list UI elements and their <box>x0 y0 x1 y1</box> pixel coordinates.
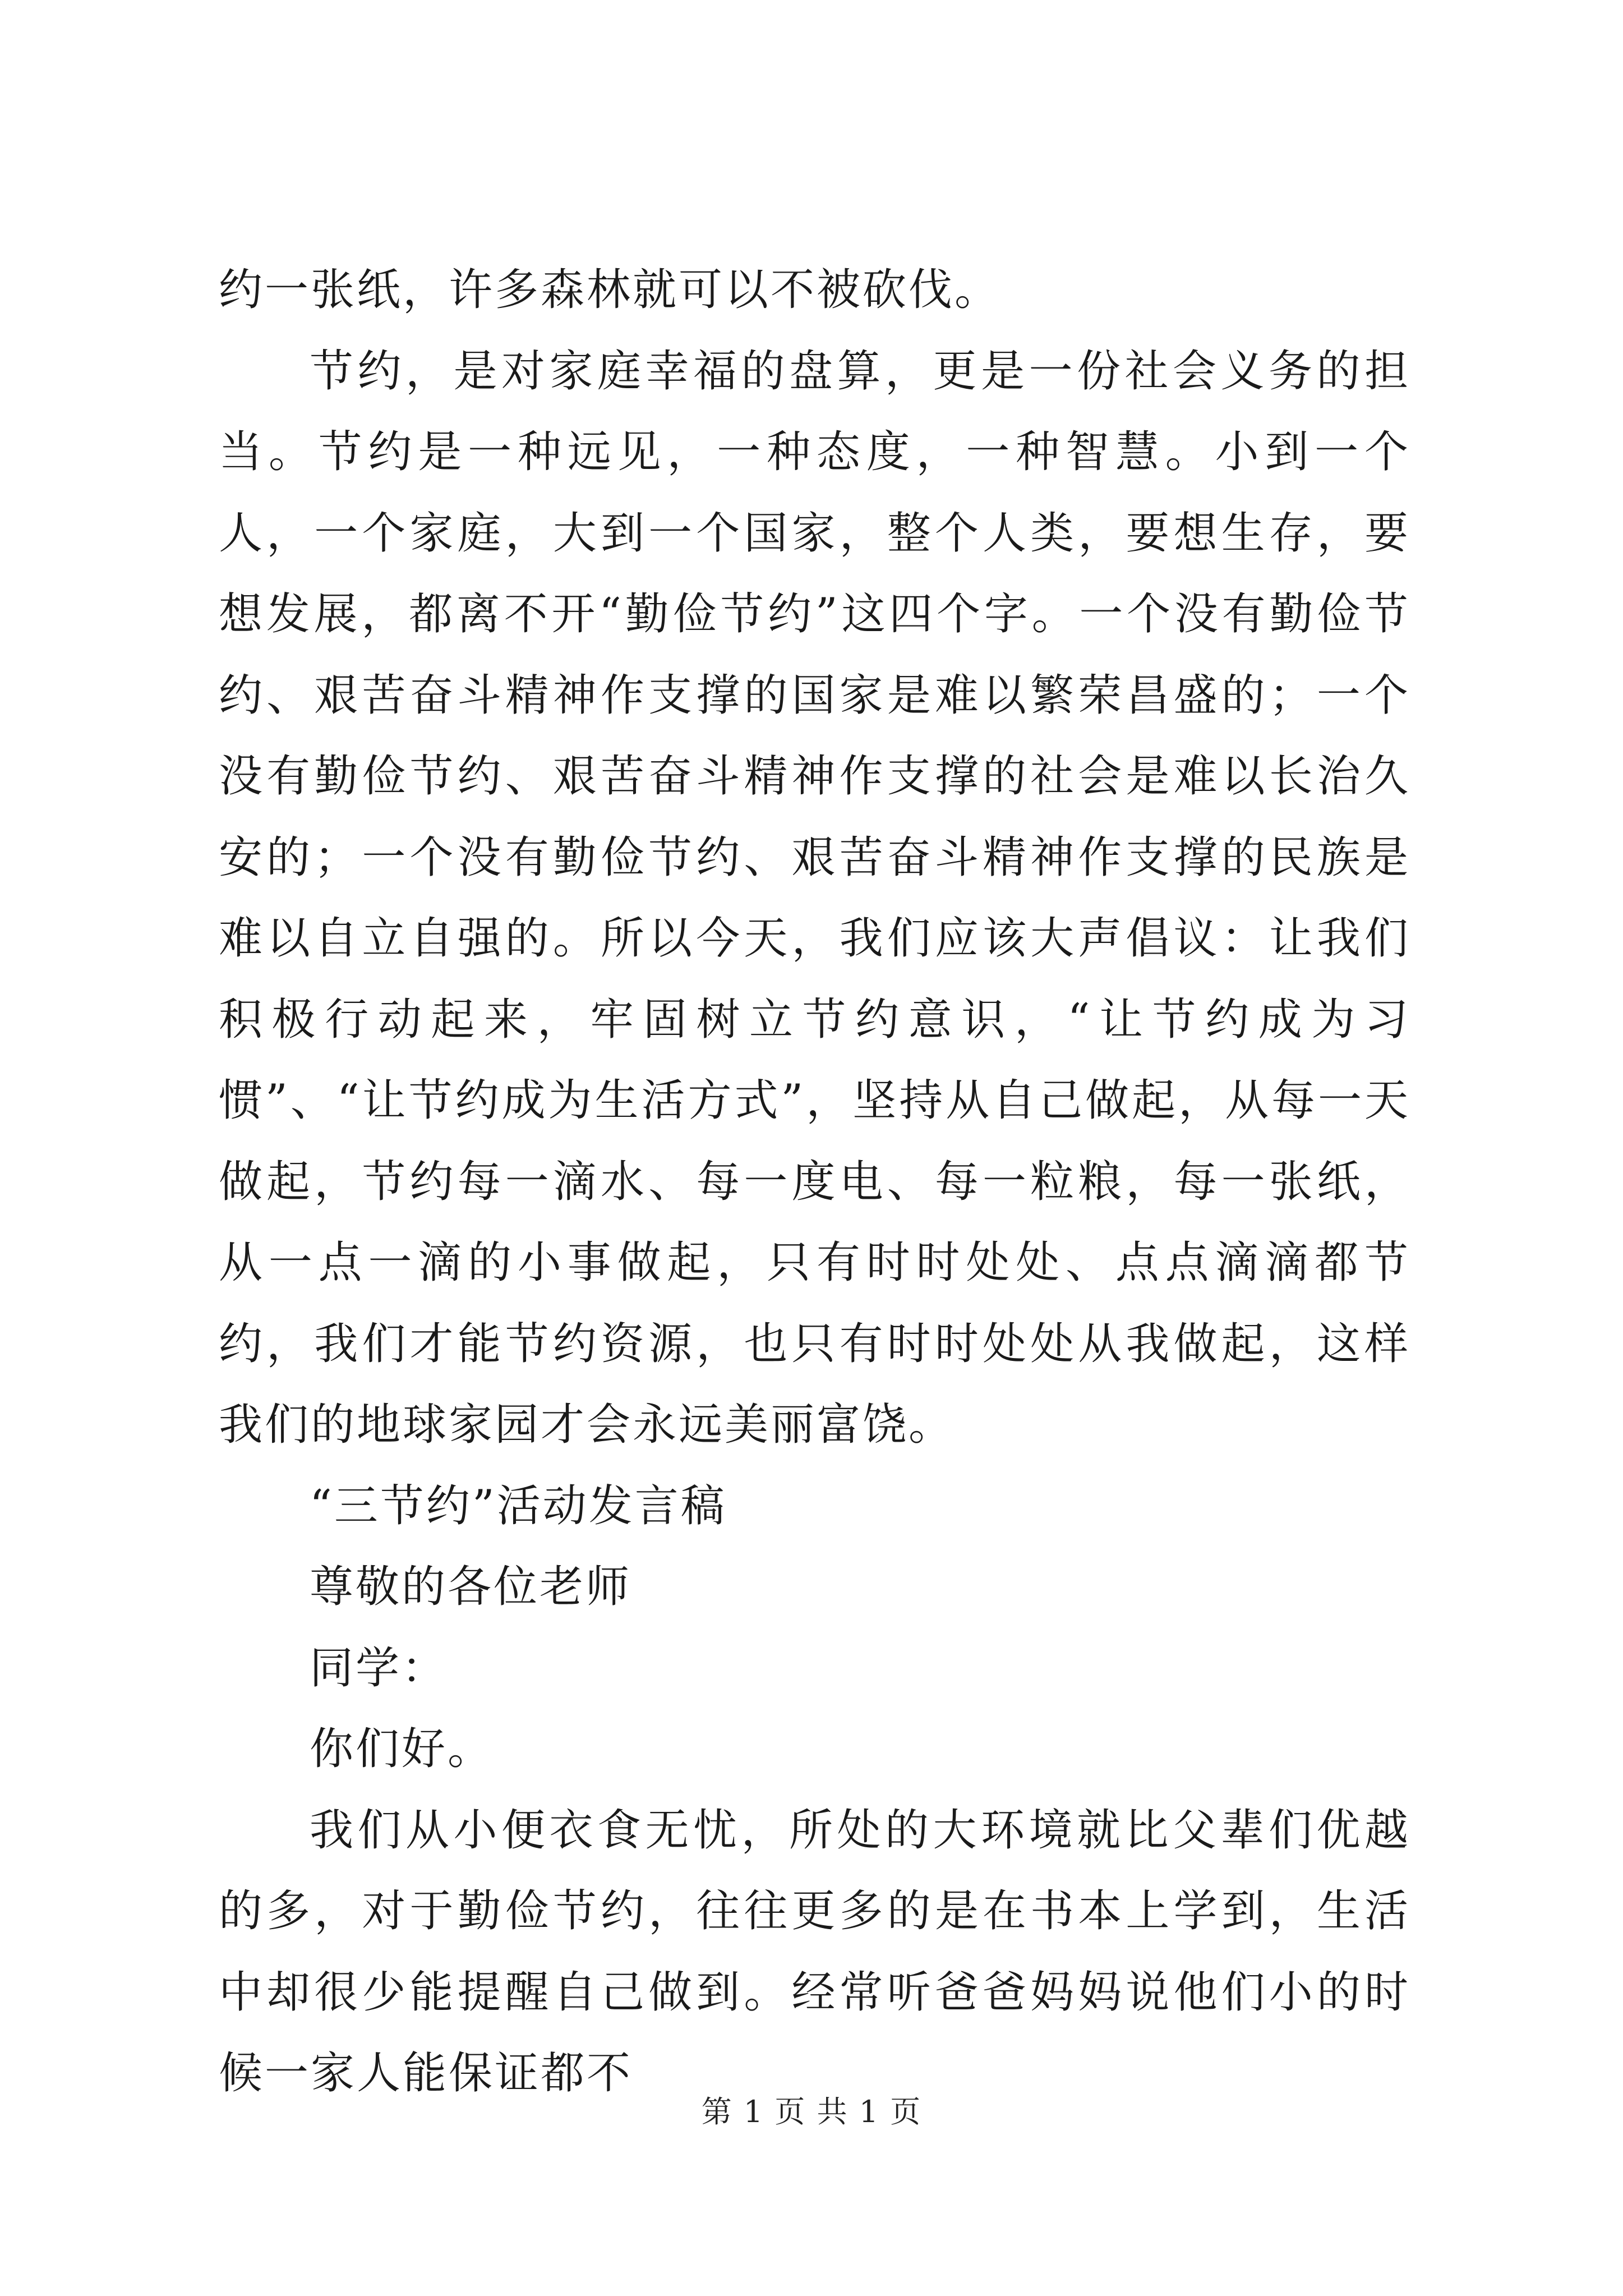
speech-title: “三节约”活动发言稿 <box>310 1480 727 1531</box>
document-body <box>219 250 1410 2114</box>
greeting: 你们好。 <box>310 1724 494 1774</box>
paragraph-7: 我们从小便衣食无忧，所处的大环境就比父辈们优越的多，对于勤俭节约，往往更多的是在书本上学到，生活中却很少能提醒自己做到。经常听爸爸妈妈说他们小的时候一家人能保证都不 <box>219 1805 1410 2099</box>
paragraph-2: 节约，是对家庭幸福的盘算，更是一份社会义务的担当。节约是一种远见，一种态度，一种智慧。小到一个人，一个家庭，大到一个国家，整个人类，要想生存，要想发展，都离不开“勤俭节约”这四个字。一个没有勤俭节约、艰苦奋斗精神作支撑的国家是难以繁荣昌盛的；一个没有勤俭节约、艰苦奋斗精神作支撑的社会是难以长治久安的；一个没有勤俭节约、艰苦奋斗精神作支撑的民族是难以自立自强的。所以今天，我们应该大声倡议：让我们积极行动起来，牢固树立节约意识，“让节约成为习惯”、“让节约成为生活方式”，坚持从自己做起，从每一天做起，节约每一滴水、每一度电、每一粒粮，每一张纸，从一点一滴的小事做起，只有时时处处、点点滴滴都节约，我们才能节约资源，也只有时时处处从我做起，这样我们的地球家园才会永远美丽富饶。 <box>219 346 1410 1450</box>
paragraph-1: 约一张纸，许多森林就可以不被砍伐。 <box>219 265 1001 315</box>
salutation-line-2: 同学： <box>310 1642 448 1694</box>
page-number-footer: 第 1 页 共 1 页 <box>701 2094 922 2129</box>
salutation-line-1: 尊敬的各位老师 <box>310 1562 632 1612</box>
